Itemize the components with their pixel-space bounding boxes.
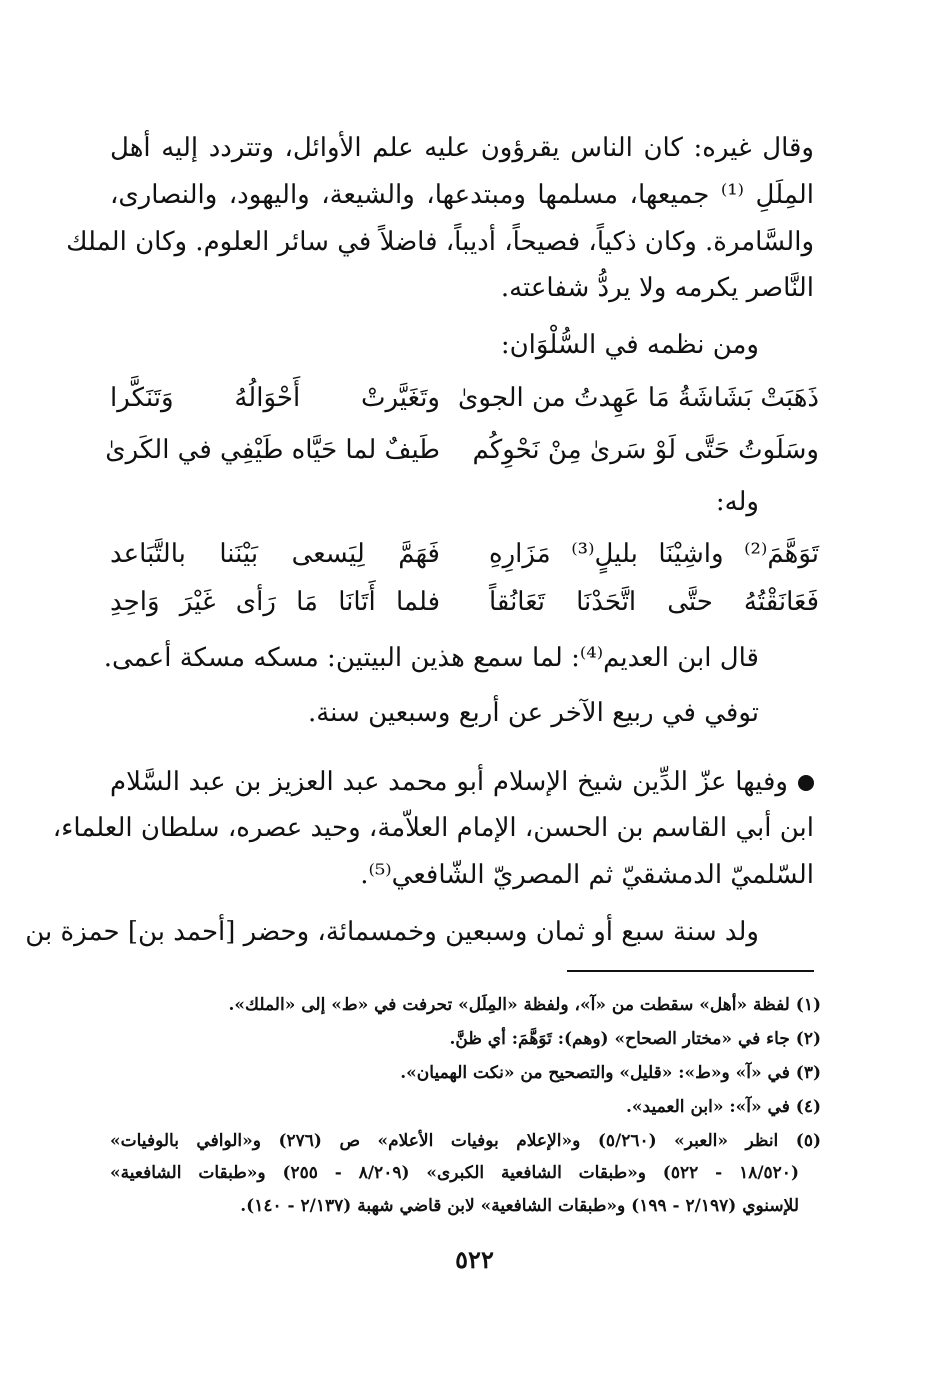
paragraph-1-line-3: والسَّامرة. وكان ذكياً، فصيحاً، أديباً، فاضلاً في سائر العلوم. وكان الملك: [66, 227, 814, 257]
poem-2-verse-2-second-hemistich: فلما أَتَانَا مَا رَأى غَيْرَ وَاحِدِ: [110, 587, 440, 617]
paragraph-3-line-1-text: وفيها عزّ الدِّين شيخ الإسلام أبو محمد عبد العزيز بن عبد السَّلام: [110, 767, 788, 797]
paragraph-3-line-2: ابن أبي القاسم بن الحسن، الإمام العلاّمة، وحيد عصره، سلطان العلماء،: [52, 813, 814, 843]
footnote-5-line-1: (٥) انظر «العبر» (٥/٢٦٠) و«الإعلام بوفيات الأعلام» ص (٢٧٦) و«الوافي بالوفيات»: [110, 1131, 821, 1151]
poem-1-intro: ومن نظمه في السُّلْوَان:: [500, 330, 759, 360]
poem-2-verse-1-first-hemistich: تَوَهَّمَ⁽²⁾ واشِيْنَا بليلٍ⁽³⁾ مَزَارِهِ: [489, 539, 820, 569]
poem-1-verse-2-first-hemistich: وسَلَوتُ حَتَّى لَوْ سَرىٰ مِنْ نَحْوِكُم: [472, 435, 819, 465]
poem-2-intro: وله:: [715, 487, 759, 517]
paragraph-1-line-2: المِلَلِ ⁽¹⁾ جميعها، مسلمها ومبتدعها، والشيعة، واليهود، والنصارى،: [110, 180, 814, 210]
paragraph-1-line-4: النَّاصر يكرمه ولا يردُّ شفاعته.: [500, 273, 814, 303]
poem-2-verse-2-first-hemistich: فَعَانَقْتُهُ حتَّى اتَّحَدْنَا تَعَانُقاً: [489, 587, 819, 617]
footnote-5-line-3: للإسنوي (٢/١٩٧ - ١٩٩) و«طبقات الشافعية» لابن قاضي شهبة (٢/١٣٧ - ١٤٠).: [240, 1196, 799, 1216]
poem-1-verse-1-second-hemistich: وتَغَيَّرتْ أَحْوَالُهُ وَتَنَكَّرا: [110, 383, 440, 413]
footnote-5-line-2: (١٨/٥٢٠ - ٥٢٢) و«طبقات الشافعية الكبرى» (٨/٢٠٩ - ٢٥٥) و«طبقات الشافعية»: [110, 1163, 799, 1183]
footnote-1: (١) لفظة «أهل» سقطت من «آ»، ولفظة «المِلَل» تحرفت في «ط» إلى «الملك».: [228, 995, 821, 1015]
footnote-separator: [567, 970, 814, 972]
paragraph-3-line-1: [110, 762, 814, 802]
poem-1-verse-2-second-hemistich: طَيفٌ لما حَيَّاه طَيْفِي في الكَرىٰ: [105, 435, 440, 465]
footnote-2: (٢) جاء في «مختار الصحاح» (وهم): تَوَهَّمَ: أي ظنَّ.: [449, 1029, 821, 1049]
paragraph-2-line-1: قال ابن العديم⁽⁴⁾: لما سمع هذين البيتين: مسكه مسكة أعمى.: [103, 643, 759, 673]
paragraph-3-line-3: السّلميّ الدمشقيّ ثم المصريّ الشّافعي⁽⁵⁾.: [360, 860, 814, 890]
footnote-4: (٤) في «آ»: «ابن العميد».: [626, 1097, 821, 1117]
poem-2-verse-1-second-hemistich: فَهَمَّ لِيَسعى بَيْنَنا بالتَّبَاعد: [110, 539, 440, 569]
page-number: ٥٢٢: [455, 1245, 494, 1274]
footnote-3: (٣) في «آ» و«ط»: «قليل» والتصحيح من «نكت الهميان».: [400, 1063, 821, 1083]
paragraph-2-line-2: توفي في ربيع الآخر عن أربع وسبعين سنة.: [307, 698, 759, 728]
poem-1-verse-1-first-hemistich: ذَهَبَتْ بَشَاشَةُ مَا عَهِدتُ من الجوىٰ: [458, 383, 819, 413]
bullet-icon: [798, 775, 814, 791]
paragraph-1-line-1: وقال غيره: كان الناس يقرؤون عليه علم الأوائل، وتتردد إليه أهل: [110, 133, 814, 163]
paragraph-4-line-1: ولد سنة سبع أو ثمان وسبعين وخمسمائة، وحضر [أحمد بن] حمزة بن: [25, 917, 759, 947]
